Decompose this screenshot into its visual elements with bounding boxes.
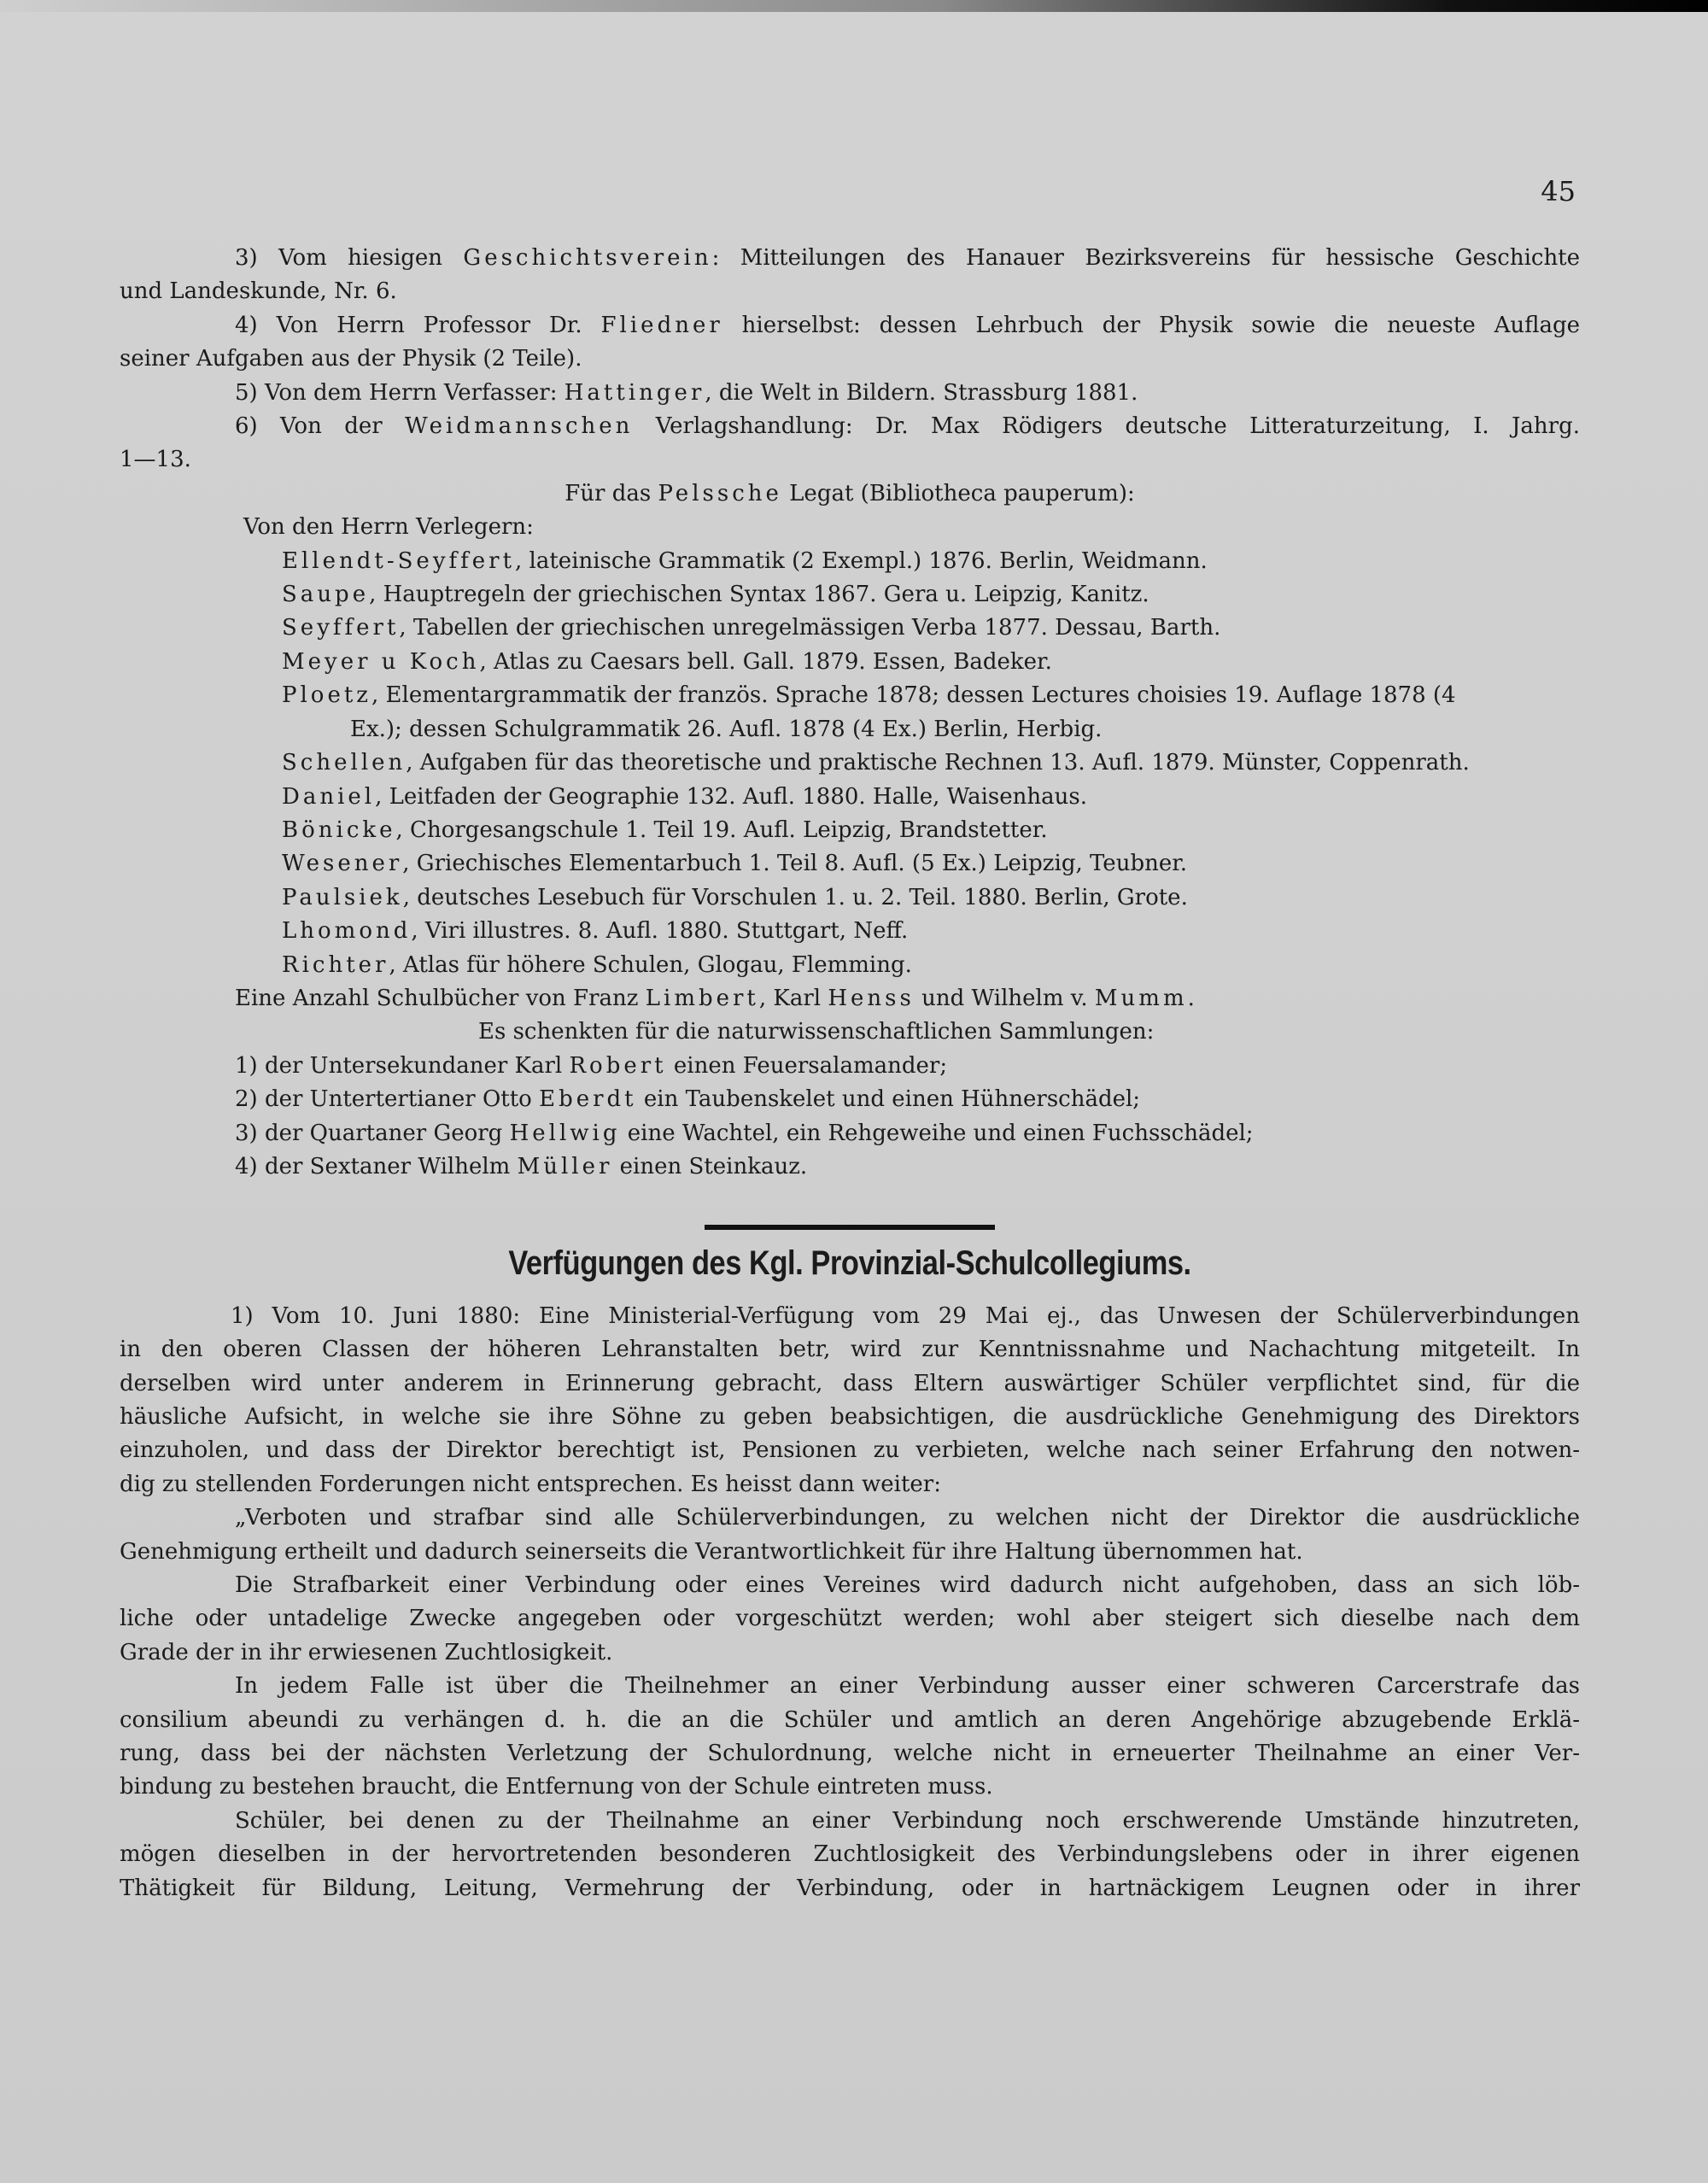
donation-item-continuation: und Landeskunde, Nr. 6.	[120, 278, 397, 305]
paragraph-line: in den oberen Classen der höheren Lehranstalten betr, wird zur Kenntnissnahme und Nachachtung mitgeteilt. In	[120, 1337, 1580, 1363]
paragraph-line: einzuholen, und dass der Direktor berechtigt ist, Pensionen zu verbieten, welche nach seiner Erfahrung den notwen-	[120, 1437, 1580, 1464]
donation-item: 5) Von dem Herrn Verfasser: Hattinger, die Welt in Bildern. Strassburg 1881.	[235, 379, 1138, 406]
collection-gift: 3) der Quartaner Georg Hellwig eine Wachtel, ein Rehgeweihe und einen Fuchsschädel;	[235, 1120, 1254, 1146]
paragraph-line: 1) Vom 10. Juni 1880: Eine Ministerial-Verfügung vom 29 Mai ej., das Unwesen der Schülerverbindungen	[231, 1302, 1580, 1329]
legat-heading: Für das Pelssche Legat (Bibliotheca pauperum):	[564, 480, 1135, 506]
book-entry-continuation: Ex.); dessen Schulgrammatik 26. Aufl. 1878 (4 Ex.) Berlin, Herbig.	[350, 716, 1103, 742]
book-entry: Saupe, Hauptregeln der griechischen Syntax 1867. Gera u. Leipzig, Kanitz.	[282, 582, 1149, 608]
donation-item-continuation: 1—13.	[120, 447, 191, 473]
book-entry: Paulsiek, deutsches Lesebuch für Vorschulen 1. u. 2. Teil. 1880. Berlin, Grote.	[282, 884, 1188, 910]
publishers-intro: Von den Herrn Verlegern:	[243, 514, 534, 541]
quote-line: liche oder untadelige Zwecke angegeben oder vorgeschützt werden; wohl aber steigert sich dieselbe nach dem	[120, 1606, 1580, 1632]
collections-heading: Es schenkten für die naturwissenschaftlichen Sammlungen:	[478, 1019, 1155, 1045]
book-entry: Ploetz, Elementargrammatik der französ. Sprache 1878; dessen Lectures choisies 19. Auflage 1878 (4	[282, 682, 1456, 709]
quote-line: Thätigkeit für Bildung, Leitung, Vermehrung der Verbindung, oder in hartnäckigem Leugnen oder in ihrer	[120, 1875, 1580, 1901]
quote-line: bindung zu bestehen braucht, die Entfernung von der Schule eintreten muss.	[120, 1774, 993, 1800]
paragraph-line: derselben wird unter anderem in Erinnerung gebracht, dass Eltern auswärtiger Schüler verpflichtet sind, für die	[120, 1370, 1580, 1396]
page-number: 45	[1541, 175, 1576, 208]
book-entry: Lhomond, Viri illustres. 8. Aufl. 1880. Stuttgart, Neff.	[282, 918, 909, 945]
quote-line: Schüler, bei denen zu der Theilnahme an einer Verbindung noch erschwerende Umstände hinzutreten,	[235, 1807, 1580, 1834]
quote-line: Genehmigung ertheilt und dadurch seinerseits die Verantwortlichkeit für ihre Haltung übernommen hat.	[120, 1538, 1303, 1565]
quote-line: mögen dieselben in der hervortretenden besonderen Zuchtlosigkeit des Verbindungslebens oder in ihrer eigenen	[120, 1841, 1580, 1868]
paragraph-line: dig zu stellenden Forderungen nicht entsprechen. Es heisst dann weiter:	[120, 1471, 941, 1497]
collection-gift: 2) der Untertertianer Otto Eberdt ein Taubenskelet und einen Hühnerschädel;	[235, 1086, 1141, 1113]
donation-item: 6) Von der Weidmannschen Verlagshandlung: Dr. Max Rödigers deutsche Litteraturzeitung, I. Jahrg.	[235, 413, 1580, 440]
book-entry: Schellen, Aufgaben für das theoretische und praktische Rechnen 13. Aufl. 1879. Münster, Coppenrath.	[282, 750, 1470, 776]
donation-item: 3) Vom hiesigen Geschichtsverein: Mitteilungen des Hanauer Bezirksvereins für hessische Geschichte	[235, 245, 1581, 271]
section-title: Verfügungen des Kgl. Provinzial-Schulcollegiums.	[508, 1244, 1191, 1283]
donation-item: 4) Von Herrn Professor Dr. Fliedner hierselbst: dessen Lehrbuch der Physik sowie die neueste Auflage	[235, 312, 1580, 338]
quote-line: „Verboten und strafbar sind alle Schülerverbindungen, zu welchen nicht der Direktor die ausdrückliche	[235, 1505, 1580, 1531]
quote-line: Grade der in ihr erwiesenen Zuchtlosigkeit.	[120, 1639, 613, 1665]
quote-line: Die Strafbarkeit einer Verbindung oder eines Vereines wird dadurch nicht aufgehoben, dass an sich löb-	[235, 1572, 1580, 1599]
quote-line: In jedem Falle ist über die Theilnehmer an einer Verbindung ausser einer schweren Carcerstrafe das	[235, 1673, 1580, 1700]
book-entry: Seyffert, Tabellen der griechischen unregelmässigen Verba 1877. Dessau, Barth.	[282, 615, 1221, 641]
book-entry: Wesener, Griechisches Elementarbuch 1. Teil 8. Aufl. (5 Ex.) Leipzig, Teubner.	[282, 851, 1188, 877]
book-entry: Meyer u Koch, Atlas zu Caesars bell. Gall. 1879. Essen, Badeker.	[282, 648, 1052, 675]
paragraph-line: häusliche Aufsicht, in welche sie ihre Söhne zu geben beabsichtigen, die ausdrückliche Genehmigung des Direktors	[120, 1404, 1580, 1430]
collection-gift: 1) der Untersekundaner Karl Robert einen Feuersalamander;	[235, 1052, 948, 1079]
scan-edge-shadow	[0, 0, 1708, 12]
schoolbooks-note: Eine Anzahl Schulbücher von Franz Limbert, Karl Henss und Wilhelm v. Mumm.	[235, 985, 1195, 1011]
donation-item-continuation: seiner Aufgaben aus der Physik (2 Teile).	[120, 346, 582, 372]
quote-line: rung, dass bei der nächsten Verletzung der Schulordnung, welche nicht in erneuerter Theilnahme an einer Ver-	[120, 1741, 1580, 1767]
collection-gift: 4) der Sextaner Wilhelm Müller einen Steinkauz.	[235, 1153, 808, 1179]
quote-line: consilium abeundi zu verhängen d. h. die an die Schüler und amtlich an deren Angehörige abzugebende Erklä-	[120, 1706, 1580, 1733]
section-divider	[705, 1225, 995, 1230]
page-body	[120, 242, 1580, 1905]
book-entry: Daniel, Leitfaden der Geographie 132. Aufl. 1880. Halle, Waisenhaus.	[282, 783, 1088, 810]
book-entry: Richter, Atlas für höhere Schulen, Glogau, Flemming.	[282, 951, 912, 978]
book-entry: Bönicke, Chorgesangschule 1. Teil 19. Aufl. Leipzig, Brandstetter.	[282, 816, 1048, 843]
book-entry: Ellendt-Seyffert, lateinische Grammatik (2 Exempl.) 1876. Berlin, Weidmann.	[282, 547, 1208, 574]
